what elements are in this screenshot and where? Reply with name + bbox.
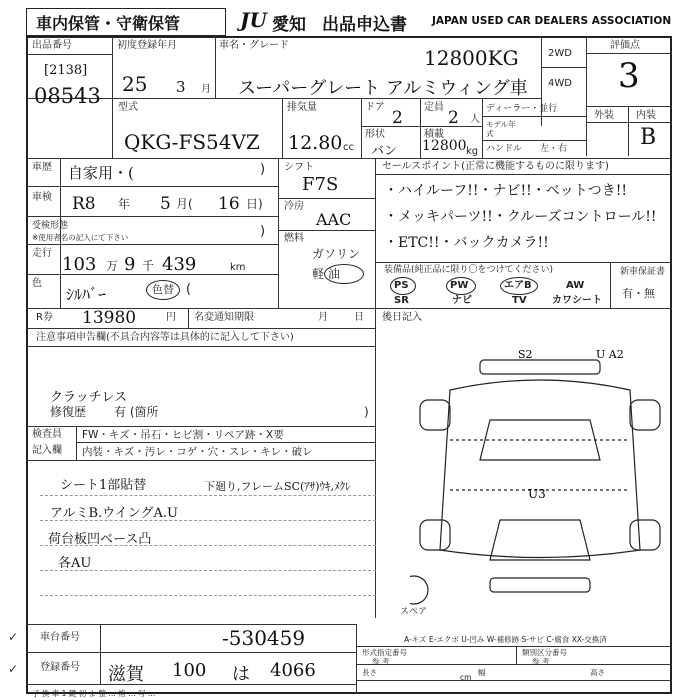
equip-tv: TV (512, 295, 527, 306)
mileage-unit: km (230, 262, 246, 273)
capacity-label: 定員 (424, 102, 444, 113)
selling-point-1: ・ハイルーフ!!・ナビ!!・ベットつき!! (384, 183, 628, 199)
aircon-label: 冷房 (284, 201, 304, 212)
equipment-label: 装備品(純正品に限り〇をつけてください) (384, 265, 554, 275)
mileage-sen-unit: 千 (142, 259, 155, 273)
shift-value: F7S (302, 174, 339, 195)
equip-navi: ナビ (452, 295, 472, 306)
interior-score: B (640, 125, 657, 150)
checker-record-label: 記入欄 (32, 445, 62, 456)
inspection-year-unit: 年 (118, 197, 131, 211)
equip-pw-circle (446, 277, 476, 295)
color-change-circle (146, 280, 180, 300)
later-entry-label: 後日記入 (382, 312, 422, 323)
doors-value: 2 (392, 108, 403, 128)
color-paren: ( (186, 282, 192, 297)
drive-2wd: 2WD (548, 48, 572, 59)
lot-subnumber: [2138] (44, 63, 88, 78)
checker-row-1: FW・キズ・吊石・ヒビ割・リペア跡・X要 (82, 429, 284, 441)
height-label: 高さ (590, 668, 605, 677)
equip-aw: AW (566, 280, 585, 291)
aircon-value: AAC (316, 210, 352, 229)
history-close: ) (260, 162, 266, 177)
plate-kana: は (232, 664, 250, 685)
plate-class: 100 (172, 660, 207, 681)
mileage-label: 走行 (32, 248, 52, 259)
chassis-number: -530459 (222, 626, 306, 650)
inspector-note-2: アルミB.ウイングA.U (50, 506, 178, 521)
selling-point-2: ・メッキパーツ!!・クルーズコントロール!! (384, 209, 657, 225)
equip-kawaseat: カワシート (552, 295, 602, 306)
fuel-diesel-circle (324, 264, 364, 284)
selling-points-label: セールスポイント(正常に機能するものに限ります) (382, 161, 609, 172)
handle-label: ハンドル (486, 144, 523, 154)
mileage-man: 103 (62, 254, 97, 275)
drive-4wd: 4WD (548, 78, 572, 89)
history-label: 車歴 (32, 162, 52, 173)
load-unit: kg (466, 146, 479, 157)
first-reg-year: 25 (122, 72, 148, 96)
repair-history-options: 有 (箇所 (114, 405, 159, 419)
storage-req-close: ) (260, 224, 266, 239)
inspection-label: 車検 (32, 192, 52, 203)
repair-history-close: ) (364, 405, 369, 419)
equip-pw: PW (450, 280, 469, 291)
length-label: 長さ (362, 668, 377, 677)
color-label: 色 (32, 278, 42, 289)
recycle-unit: 円 (166, 312, 176, 323)
repair-history-label: 修復歴 (50, 405, 87, 419)
dealer-label: ディーラー・並行 (486, 104, 558, 114)
inspection-era: R8 (72, 194, 96, 214)
notes-line-1: クラッチレス (50, 390, 128, 405)
model-year-label: モデル年式 (486, 120, 516, 138)
plate-region: 滋賀 (108, 664, 144, 685)
fuel-gasoline: ガソリン (312, 247, 361, 261)
inspection-day: 16 (218, 194, 240, 214)
score-label: 評価点 (610, 40, 640, 51)
diagram-body (440, 380, 640, 558)
mileage-man-unit: 万 (106, 259, 119, 273)
notes-label: 注意事項申告欄(不具合内容等は具体的に記入して下さい) (36, 332, 294, 343)
association-name: JAPAN USED CAR DEALERS ASSOCIATION (432, 15, 672, 27)
equip-airbag-circle (500, 277, 538, 295)
storage-req-note: ※使用者名の記入にて下さい (32, 233, 129, 242)
name-change-label: 名変通知期限 (194, 312, 254, 323)
spare-label: スペア (400, 607, 428, 617)
exterior-label: 外装 (594, 110, 614, 121)
color-change-label: 色替 (152, 283, 174, 296)
history-value: 自家用・( (68, 164, 134, 182)
fuel-diesel: 軽 油 (312, 267, 340, 281)
equip-airbag: エアB (504, 280, 532, 291)
capacity-unit: 人 (470, 114, 480, 125)
name-change-day: 日 (354, 312, 364, 323)
width-label: 幅 (478, 668, 486, 677)
capacity-value: 2 (448, 108, 459, 128)
model-label: 型式 (118, 102, 138, 113)
inspection-month: 5 (160, 194, 171, 214)
color-value: ｼﾙﾊﾞｰ (66, 285, 107, 304)
first-reg-month-unit: 月 (201, 84, 211, 95)
equip-ps: PS (394, 280, 409, 291)
ju-logo: JU (240, 8, 267, 32)
model-code: QKG-FS54VZ (124, 130, 260, 154)
interior-label: 内装 (636, 110, 656, 121)
displacement-label: 排気量 (287, 102, 317, 113)
recycle-label: R券 (36, 312, 53, 323)
shift-label: シフト (284, 162, 314, 173)
diagram-label-ua2: U A2 (596, 350, 624, 361)
lot-number: 08543 (34, 84, 101, 108)
inspector-note-right: 下廻り,フレームSC(ｱｻ)ｳｷ,ﾒｸﾚ (204, 480, 351, 493)
vehicle-name: スーパーグレート アルミウィング車 (238, 78, 528, 99)
diagram-label-s2: S2 (518, 350, 533, 361)
checker-label: 検査員 (32, 429, 62, 440)
shape-cert-ref: 参 考 (372, 657, 390, 666)
storage-title: 車内保管・守衛保管 (36, 14, 181, 33)
form-title: 出品申込書 (322, 15, 407, 35)
class-number-ref: 参 考 (532, 657, 550, 666)
shape-value: バン (371, 144, 398, 159)
name-grade-label: 車名・グレード (219, 40, 289, 51)
lot-label: 出品番号 (32, 40, 72, 51)
displacement-value: 12.80 (288, 132, 343, 154)
recycle-value: 13980 (82, 308, 137, 328)
damage-legend: A-キズ E-エクボ U-凹み W-補修跡 S-サビ C-腐食 XX-交換済 (404, 635, 607, 644)
diagram-label-u3: U3 (528, 487, 546, 501)
selling-point-3: ・ETC!!・バックカメラ!! (384, 235, 549, 251)
storage-req-label: 受検形態 (32, 221, 69, 231)
inspector-note-1: シート1部貼替 (60, 478, 147, 493)
score-value: 3 (618, 56, 640, 96)
warranty-options: 有・無 (622, 287, 655, 300)
vehicle-weight: 12800KG (424, 46, 519, 70)
fuel-label: 燃料 (284, 233, 304, 244)
inspection-day-unit: 日) (246, 197, 263, 211)
inspector-note-3: 荷台板凹ベース凸 (48, 532, 152, 547)
length-unit: cm (460, 673, 472, 682)
load-label: 積載 (424, 129, 444, 140)
plate-number: 4066 (270, 660, 316, 681)
check-mark-2: ✓ (8, 662, 19, 676)
region-label: 愛知 (272, 15, 306, 35)
doors-label: ドア (365, 102, 385, 113)
diagram-spare-circle (410, 576, 428, 604)
shape-label: 形状 (365, 129, 385, 140)
displacement-unit: cc (343, 142, 354, 153)
load-value: 12800 (422, 138, 467, 154)
equip-ps-circle (390, 277, 416, 295)
checker-row-2: 内装・キズ・汚レ・コゲ・穴・スレ・キレ・破レ (82, 446, 313, 458)
plate-label: 登録番号 (40, 662, 80, 673)
inspector-note-4: 各AU (58, 556, 92, 571)
first-reg-month: 3 (176, 78, 186, 96)
mileage-rest: 439 (162, 254, 197, 275)
footer-row: 了 換 車 1 鍵 初 よ 整 … 格 … 写 … (32, 689, 156, 698)
chassis-label: 車台番号 (40, 632, 80, 643)
check-mark-1: ✓ (8, 630, 19, 644)
inspection-month-unit: 月( (176, 197, 193, 211)
first-reg-label: 初度登録年月 (117, 40, 177, 51)
warranty-label: 新車保証書 (620, 267, 666, 277)
shape-cert-label: 形式指定番号 (362, 648, 407, 657)
class-number-label: 類別区分番号 (522, 648, 567, 657)
handle-options: 左・右 (540, 144, 568, 154)
mileage-sen: 9 (124, 254, 136, 275)
name-change-month: 月 (318, 312, 328, 323)
vehicle-damage-diagram (410, 350, 670, 610)
equip-sr: SR (394, 295, 409, 306)
diagram-roof-top (480, 360, 600, 374)
